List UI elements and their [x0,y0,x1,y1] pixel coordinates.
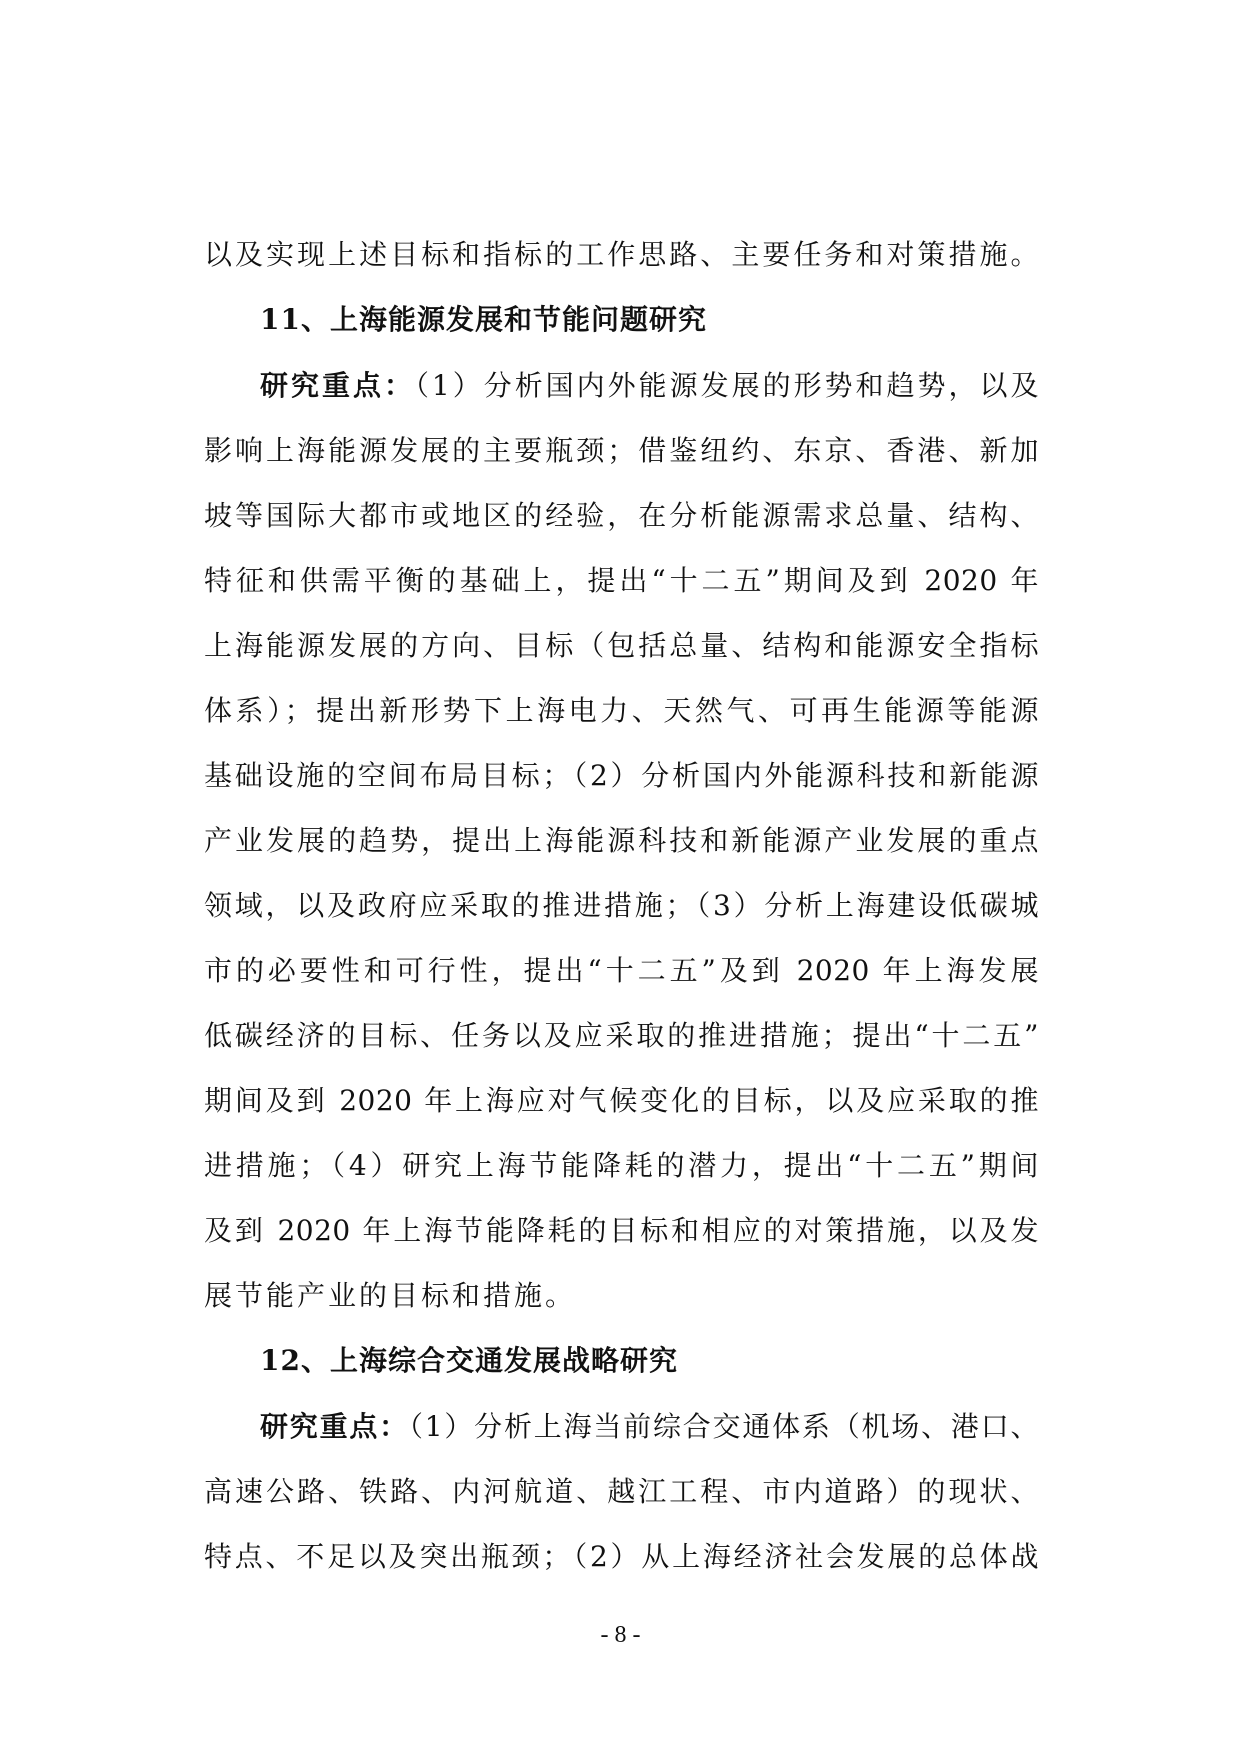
paragraph-line [204,548,1039,613]
line-text: （1）分析国内外能源发展的形势和趋势，以及 [414,369,1039,402]
line-text: 坡等国际大都市或地区的经验，在分析能源需求总量、结构、 [204,499,1039,532]
paragraph-line [204,1524,1039,1589]
paragraph-line [204,1394,1039,1459]
paragraph-line [204,678,1039,743]
line-text: 期间及到 2020 年上海应对气候变化的目标，以及应采取的推 [204,1084,1039,1117]
line-text: 影响上海能源发展的主要瓶颈；借鉴纽约、东京、香港、新加 [204,434,1039,467]
line-text: 特征和供需平衡的基础上，提出“十二五”期间及到 2020 年 [204,564,1039,597]
line-text: 领域，以及政府应采取的推进措施；（3）分析上海建设低碳城 [204,889,1039,922]
paragraph-line [204,613,1039,678]
paragraph-line [204,1263,1039,1328]
paragraph-line [204,743,1039,808]
line-text: 体系）；提出新形势下上海电力、天然气、可再生能源等能源 [204,694,1039,727]
lead-label: 研究重点： [260,1410,409,1443]
paragraph-line [204,222,1039,287]
line-text: 进措施；（4）研究上海节能降耗的潜力，提出“十二五”期间 [204,1149,1039,1182]
line-text: 基础设施的空间布局目标；（2）分析国内外能源科技和新能源 [204,759,1039,792]
line-text: 低碳经济的目标、任务以及应采取的推进措施；提出“十二五” [204,1019,1039,1052]
paragraph-line [204,1459,1039,1524]
line-text: 上海能源发展的方向、目标（包括总量、结构和能源安全指标 [204,629,1039,662]
line-text: 展节能产业的目标和措施。 [204,1279,577,1312]
line-text: （1）分析上海当前综合交通体系（机场、港口、 [408,1410,1039,1443]
line-text: 特点、不足以及突出瓶颈；（2）从上海经济社会发展的总体战 [204,1540,1039,1573]
line-text: 产业发展的趋势，提出上海能源科技和新能源产业发展的重点 [204,824,1039,857]
paragraph-line [204,1133,1039,1198]
paragraph-line [204,808,1039,873]
heading-text: 11、上海能源发展和节能问题研究 [260,303,707,336]
paragraph-line [204,938,1039,1003]
paragraph-line [204,1198,1039,1263]
section-heading [204,287,1039,353]
paragraph-line [204,873,1039,938]
paragraph-line [204,1068,1039,1133]
heading-text: 12、上海综合交通发展战略研究 [260,1344,678,1377]
page-number: - 8 - [600,1622,641,1648]
document-body [204,222,1039,1589]
paragraph-line [204,353,1039,418]
paragraph-line [204,483,1039,548]
section-heading [204,1328,1039,1394]
line-text: 以及实现上述目标和指标的工作思路、主要任务和对策措施。 [204,238,1039,271]
paragraph-line [204,418,1039,483]
lead-label: 研究重点： [260,369,415,402]
line-text: 及到 2020 年上海节能降耗的目标和相应的对策措施，以及发 [204,1214,1039,1247]
line-text: 市的必要性和可行性，提出“十二五”及到 2020 年上海发展 [204,954,1039,987]
line-text: 高速公路、铁路、内河航道、越江工程、市内道路）的现状、 [204,1475,1039,1508]
paragraph-line [204,1003,1039,1068]
